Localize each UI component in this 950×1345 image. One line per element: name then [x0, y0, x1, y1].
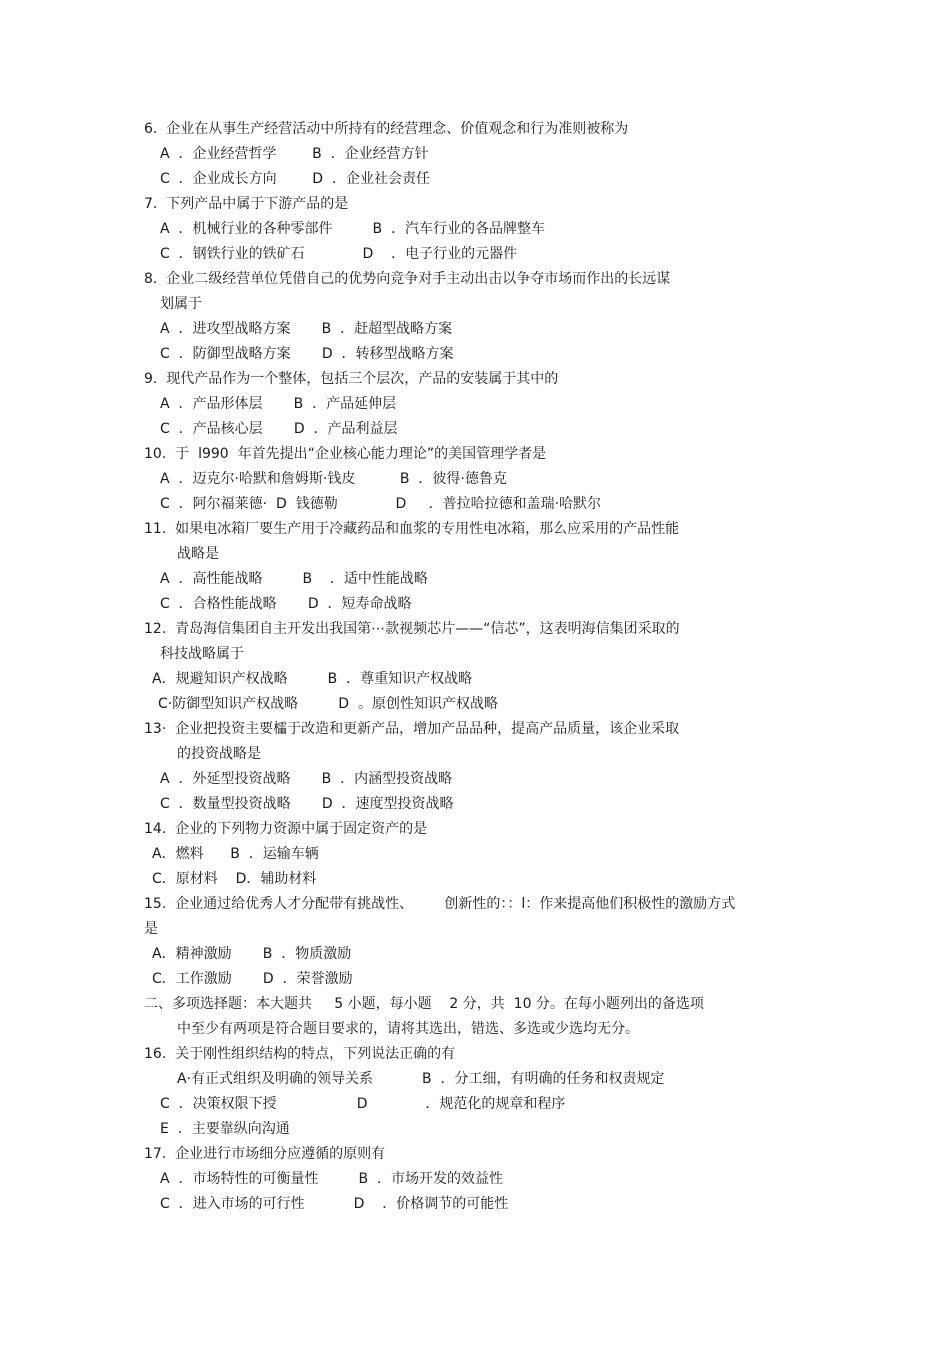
question-13-stem-cont: 的投资战略是 [177, 746, 261, 762]
question-17-options-ab: A ．市场特性的可衡量性 B ．市场开发的效益性 [160, 1171, 504, 1187]
question-16-options-ab: A·有正式组织及明确的领导关系 B ．分工细，有明确的任务和权责规定 [177, 1071, 665, 1087]
question-11-options-ab: A ．高性能战略 B ．适中性能战略 [160, 571, 428, 587]
question-11-options-cd: C ．合格性能战略 D ．短寿命战略 [160, 596, 412, 612]
question-15-options-ab: A．精神激励 B ．物质激励 [152, 946, 352, 962]
question-13-options-cd: C ．数量型投资战略 D ．速度型投资战略 [160, 796, 454, 812]
question-9-options-cd: C ．产品核心层 D ．产品利益层 [160, 421, 398, 437]
question-16-options-cd: C ．决策权限下授 D ．规范化的规章和程序 [160, 1096, 566, 1112]
question-11-stem-cont: 战略是 [177, 546, 219, 562]
question-15-options-cd: C．工作激励 D ．荣誉激励 [152, 971, 353, 987]
question-15-stem-cont: 是 [144, 921, 158, 937]
question-6-stem: 6. 企业在从事生产经营活动中所持有的经营理念、价值观念和行为准则被称为 [144, 121, 629, 137]
question-14-options-ab: A．燃料 B ．运输车辆 [152, 846, 319, 862]
question-10-stem: 10. 于 l990 年首先提出“企业核心能力理论”的美国管理学者是 [144, 446, 547, 462]
question-9-options-ab: A ．产品形体层 B ．产品延伸层 [160, 396, 397, 412]
question-10-options-cd: C ．阿尔福莱德· D 钱德勒 D ．普拉哈拉德和盖瑞·哈默尔 [160, 496, 602, 512]
question-12-options-ab: A．规避知识产权战略 B ．尊重知识产权战略 [152, 671, 473, 687]
question-13-options-ab: A ．外延型投资战略 B ．内涵型投资战略 [160, 771, 453, 787]
question-13-stem: 13· 企业把投资主要櫺于改造和更新产品，增加产品品种，提高产品质量，该企业采取 [144, 721, 680, 737]
question-9-stem: 9. 现代产品作为一个整体，包括三个层次，产品的安装属于其中的 [144, 371, 559, 387]
question-7-stem: 7. 下列产品中属于下游产品的是 [144, 196, 349, 212]
question-8-options-ab: A ．进攻型战略方案 B ．赶超型战略方案 [160, 321, 453, 337]
question-16-option-e: E ．主要靠纵向沟通 [160, 1121, 290, 1137]
section-2-heading: 二、多项选择题：本大题共 5 小题，每小题 2 分，共 10 分。在每小题列出的备选项 [144, 996, 704, 1012]
question-14-options-cd: C．原材料 D．辅助材料 [152, 871, 317, 887]
question-12-stem-cont: 科技战略属于 [160, 646, 244, 662]
question-8-options-cd: C ．防御型战略方案 D ．转移型战略方案 [160, 346, 454, 362]
question-10-options-ab: A ．迈克尔·哈默和詹姆斯·钱皮 B ．彼得·德鲁克 [160, 471, 507, 487]
question-14-stem: 14. 企业的下列物力资源中属于固定资产的是 [144, 821, 428, 837]
question-8-stem: 8. 企业二级经营单位凭借自己的优势向竞争对手主动出击以争夺市场而作出的长远谋 [144, 271, 671, 287]
question-7-options-ab: A ．机械行业的各种零部件 B ．汽车行业的各品牌整车 [160, 221, 546, 237]
question-12-stem: 12. 青岛海信集团自主开发出我国第⋯款视频芯片——“信芯”，这表明海信集团采取的 [144, 621, 680, 637]
question-12-options-cd: C·防御型知识产权战略 D 。原创性知识产权战略 [158, 696, 498, 712]
question-17-stem: 17. 企业进行市场细分应遵循的原则有 [144, 1146, 386, 1162]
question-6-options-cd: C ．企业成长方向 D ．企业社会责任 [160, 171, 430, 187]
question-15-stem: 15. 企业通过给优秀人才分配带有挑战性、 创新性的：：l：作来提高他们积极性的激励方式 [144, 896, 736, 912]
question-7-options-cd: C ．钢铁行业的铁矿石 D ．电子行业的元器件 [160, 246, 518, 262]
question-6-options-ab: A ．企业经营哲学 B ．企业经营方针 [160, 146, 429, 162]
question-16-stem: 16. 关于刚性组织结构的特点，下列说法正确的有 [144, 1046, 456, 1062]
question-8-stem-cont: 划属于 [160, 296, 202, 312]
question-17-options-cd: C ．进入市场的可行性 D ．价格调节的可能性 [160, 1196, 509, 1212]
section-2-instructions: 中至少有两项是符合题目要求的，请将其选出，错选、多选或少选均无分。 [177, 1021, 639, 1037]
question-11-stem: 11. 如果电冰箱厂要生产用于冷藏药品和血浆的专用性电冰箱，那么应采用的产品性能 [144, 521, 680, 537]
